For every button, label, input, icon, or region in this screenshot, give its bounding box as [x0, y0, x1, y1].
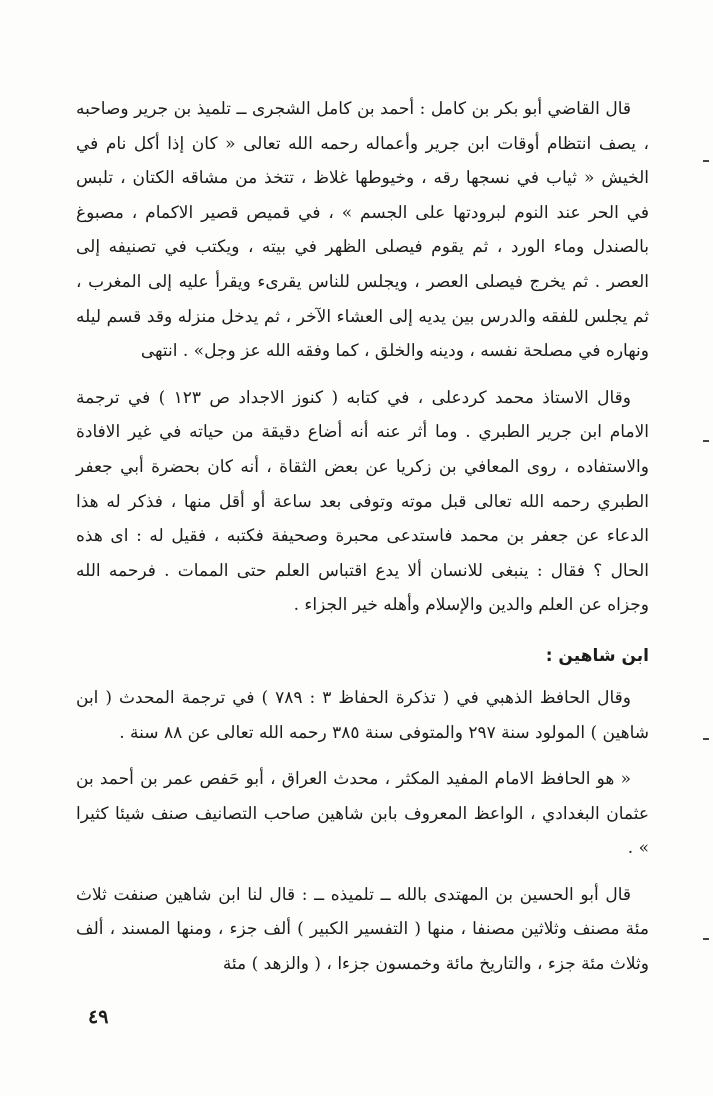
paragraph-muhtadi: قال أبو الحسين بن المهتدى بالله ــ تلميذه ــ : قال لنا ابن شاهين صنفت ثلاث مئة مصنف وثلاثين مصنفا ، منها ( التفسير الكبير ) ألف جزء ، ومنها المسند ، ألف وثلاث مئة جزء ، والتاريخ مائة وخمسون جزءا ، ( والزهد ) مئة	[76, 884, 649, 975]
page-number: ٤٩	[88, 1006, 109, 1028]
margin-mark	[703, 938, 709, 940]
paragraph-ibn-kamil: قال القاضي أبو بكر بن كامل : أحمد بن كامل الشجرى ــ تلميذ بن جرير وصاحبه ، يصف انتظام أوقات ابن جرير وأعماله رحمه الله تعالى « كان إذا أكل نام في الخيش « ثياب في نسجها رقه ، وخيوطها غلاظ ، تتخذ من مشاقه الكتان ، تلبس في الحر عند النوم لبرودتها على الجسم » ، في قميص قصير الاكمام ، مصبوغ بالصندل وماء الورد ، ثم يقوم فيصلى الظهر في بيته ، ويكتب في تصنيفه إلى العصر . ثم يخرج فيصلى العصر ، ويجلس للناس يقرىء ويقرأ عليه إلى المغرب ، ثم يجلس للفقه والدرس بين يديه إلى العشاء الآخر ، ثم يدخل منزله وقد قسم ليله ونهاره في مصلحة نفسه ، ودينه والخلق ، كما وفقه الله عز وجل» . انتهى	[76, 99, 649, 362]
margin-mark	[703, 160, 709, 162]
page-body	[76, 92, 649, 994]
margin-mark	[703, 440, 709, 442]
margin-mark	[703, 738, 709, 740]
paragraph-kurd-ali: وقال الاستاذ محمد كردعلى ، في كتابه ( كنوز الاجداد ص ١٢٣ ) في ترجمة الامام ابن جرير الطبري . وما أثر عنه أنه أضاع دقيقة من حياته في غير الافادة والاستفاده ، روى المعافي بن زكريا عن بعض الثقاة ، أنه كان بحضرة أبي جعفر الطبري رحمه الله تعالى قبل موته وتوفى بعد ساعة أو أقل منها ، فذكر له هذا الدعاء عن جعفر بن محمد فاستدعى محبرة وصحيفة فكتبه ، فقيل له : اى هذه الحال ؟ فقال : ينبغى للانسان ألا يدع اقتباس العلم حتى الممات . فرحمه الله وجزاه عن العلم والدين والإسلام وأهله خير الجزاء .	[76, 387, 649, 616]
paragraph-quote: « هو الحافظ الامام المفيد المكثر ، محدث العراق ، أبو حَفص عمر بن أحمد بن عثمان البغدادي ، الواعظ المعروف بابن شاهين صاحب التصانيف صنف شيئا كثيرا » .	[76, 769, 649, 859]
paragraph-dhahabi: وقال الحافظ الذهبي في ( تذكرة الحفاظ ٣ : ٧٨٩ ) في ترجمة المحدث ( ابن شاهين ) المولود سنة ٢٩٧ والمتوفى سنة ٣٨٥ رحمه الله تعالى عن ٨٨ سنة .	[76, 687, 649, 743]
section-heading-ibn-shahin: ابن شاهين :	[545, 645, 649, 666]
